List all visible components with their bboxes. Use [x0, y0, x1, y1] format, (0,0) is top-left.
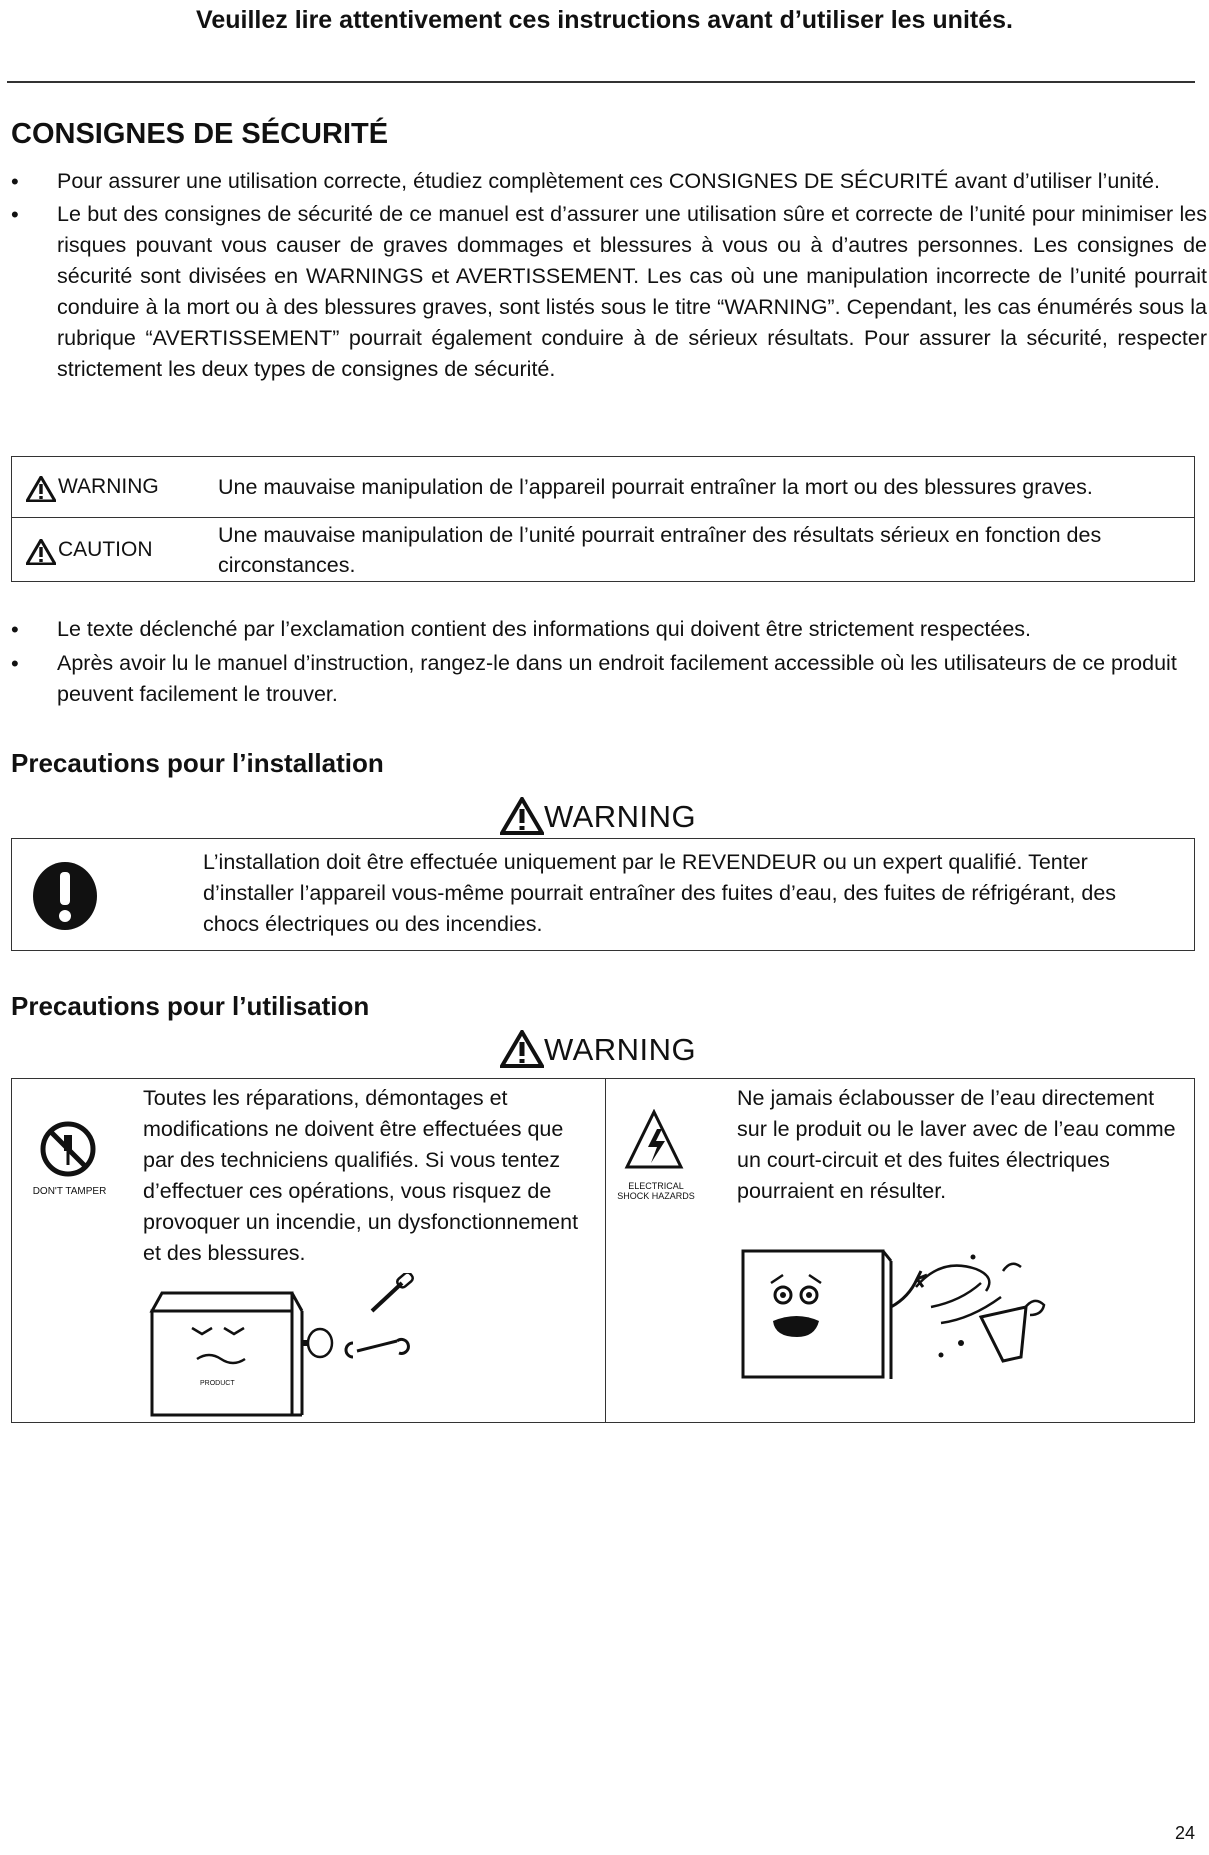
warning-triangle-icon — [500, 1030, 544, 1068]
usage-table — [11, 1078, 1195, 1423]
warning-description: Une mauvaise manipulation de l’appareil pourrait entraîner la mort ou des blessures graves. — [218, 475, 1093, 499]
usage-warning-heading: WARNING — [500, 1030, 696, 1068]
intro-list — [11, 166, 1207, 385]
no-tamper-caption: DON'T TAMPER — [32, 1186, 107, 1197]
tamper-text: Toutes les réparations, démontages et modifications ne doivent être effectuées que par des techniciens qualifiés. Si vous tentez d’effectuer ces opérations, vous risquez de provoquer un incendie, un dysfonctionnement et des blessures. — [143, 1086, 579, 1265]
list-item: • Pour assurer une utilisation correcte, étudiez complètement ces CONSIGNES DE SÉCURITÉ avant d’utiliser l’unité. — [11, 169, 1160, 194]
caution-description: Une mauvaise manipulation de l’unité pourrait entraîner des résultats sérieux en fonction des circonstances. — [218, 522, 1102, 577]
product-tamper-illustration — [142, 1273, 442, 1418]
water-splash-illustration — [741, 1247, 1071, 1387]
page-banner: Veuillez lire attentivement ces instructions avant d’utiliser les unités. — [196, 6, 1013, 34]
legend-row-caution — [12, 518, 1194, 581]
page-title: CONSIGNES DE SÉCURITÉ — [11, 118, 389, 150]
header-divider — [7, 81, 1195, 83]
water-text: Ne jamais éclabousser de l’eau directement sur le produit ou le laver avec de l’eau comme un court-circuit et des fuites électriques pourraient en résulter. — [737, 1086, 1176, 1203]
list-item: • Le but des consignes de sécurité de ce manuel est d’assurer une utilisation sûre et correcte de l’unité pour minimiser les risques pouvant vous causer de graves dommages et blessures à vous ou à d’autres personnes. Les consignes de sécurité sont divisées en WARNINGS et AVERTISSEMENT. Les cas où une manipulation incorrecte de l’unité pourrait conduire à la mort ou à des blessures graves, sont listés sous le titre “WARNING”. Cependant, les cas énumérés sous la rubrique “AVERTISSEMENT” pourrait également conduire à de sérieux résultats. Pour assurer la sécurité, respecter strictement les deux types de consignes de sécurité. — [11, 202, 1207, 381]
list-item: • Le texte déclenché par l’exclamation contient des informations qui doivent être strictement respectées. — [11, 617, 1031, 642]
page-number: 24 — [1174, 1823, 1195, 1843]
product-label: PRODUCT — [200, 1380, 235, 1387]
list-item: • Après avoir lu le manuel d’instruction, rangez-le dans un endroit facilement accessible où les utilisateurs de ce produit peuvent facilement le trouver. — [11, 651, 1177, 706]
usage-cell-water — [606, 1079, 1194, 1422]
legend-table — [11, 456, 1195, 582]
electrical-hazard-caption: ELECTRICAL SHOCK HAZARDS — [617, 1181, 695, 1201]
no-tamper-icon — [38, 1119, 98, 1179]
caution-triangle-icon — [26, 539, 56, 565]
mandatory-exclamation-icon — [32, 861, 98, 931]
warning-triangle-icon — [500, 797, 544, 835]
installation-title: Precautions pour l’installation — [11, 748, 384, 778]
legend-row-warning — [12, 457, 1194, 518]
usage-title: Precautions pour l’utilisation — [11, 991, 370, 1021]
installation-box — [11, 838, 1195, 951]
electrical-hazard-icon — [624, 1109, 684, 1171]
usage-cell-tamper — [12, 1079, 606, 1422]
warning-label: WARNING — [12, 472, 218, 502]
notes-list — [11, 614, 1207, 710]
warning-triangle-icon — [26, 476, 56, 502]
installation-text: L’installation doit être effectuée uniquement par le REVENDEUR ou un expert qualifié. Tenter d’installer l’appareil vous-même pourrait entraîner des fuites d’eau, des fuites de réfrigérant, des chocs électriques ou des incendies. — [203, 850, 1117, 936]
caution-label: CAUTION — [12, 535, 218, 565]
installation-warning-heading: WARNING — [500, 797, 696, 835]
